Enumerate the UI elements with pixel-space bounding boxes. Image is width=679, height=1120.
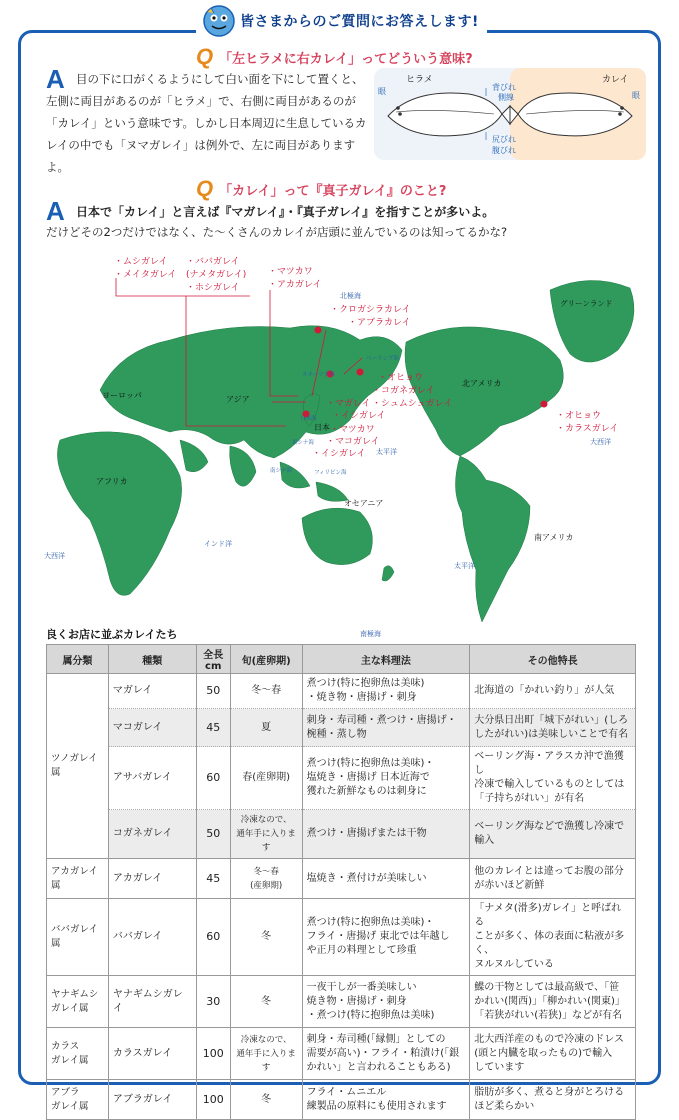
table-row xyxy=(47,674,636,709)
cooking-cell: フライ・ムニエル 練製品の原料にも使用されます xyxy=(302,1080,470,1120)
eye-right-label: 眼 xyxy=(632,91,640,100)
species-label: ・コガネガレイ xyxy=(372,386,435,396)
sea-pacific-east: 太平洋 xyxy=(454,562,475,570)
length-cell: 30 xyxy=(196,976,230,1028)
length-cell: 60 xyxy=(196,899,230,976)
species-label: ・カラスガレイ xyxy=(556,424,619,434)
sea-south-china: 南シナ海 xyxy=(270,468,293,474)
column-header: 主な料理法 xyxy=(302,645,470,674)
species-cell: ヤナギムシガレイ xyxy=(108,976,196,1028)
notes-cell: 鰈の干物としては最高級で、「笹 かれい(関西)」「柳かれい(関東)」 「若狭がれい(若狭)」などが有名 xyxy=(470,976,636,1028)
sea-arctic: 北極海 xyxy=(340,292,361,300)
season-cell: 冬〜春 xyxy=(230,674,302,709)
notes-cell: ベーリング海・アラスカ沖で漁獲し 冷凍で輸入しているものとしては 「子持ちがれい」が有名 xyxy=(470,747,636,810)
q-mark: Q xyxy=(196,176,214,201)
sea-bering: ベーリング海 xyxy=(366,356,399,362)
region-africa: アフリカ xyxy=(96,477,128,486)
species-label: ・マツカワ xyxy=(330,425,375,435)
species-cell: コガネガレイ xyxy=(108,810,196,859)
season-cell: 冬〜春 (産卵期) xyxy=(230,859,302,899)
length-cell: 100 xyxy=(196,1028,230,1080)
species-cell: マコガレイ xyxy=(108,709,196,747)
answer-1 xyxy=(46,68,376,178)
column-header: 属分類 xyxy=(47,645,109,674)
table-row xyxy=(47,899,636,976)
flatfish-table xyxy=(46,644,636,1120)
sea-east-china: 東シナ海 xyxy=(292,440,315,446)
notes-cell: 「ナメタ(滑多)ガレイ」と呼ばれる ことが多く、体の表面に粘液が多く、 ヌルヌルしている xyxy=(470,899,636,976)
length-cell: 45 xyxy=(196,709,230,747)
season-cell: 春(産卵期) xyxy=(230,747,302,810)
season-cell: 冷凍なので、 通年手に入ります xyxy=(230,1028,302,1080)
region-north-america: 北アメリカ xyxy=(462,379,502,388)
answer-2-line: だけどその2つだけではなく、た〜くさんのカレイが店頭に並んでいるのは知ってるかな? xyxy=(46,225,508,239)
species-label: (ナメタガレイ) xyxy=(186,270,247,280)
lateral-line-label: 側線 xyxy=(498,93,514,102)
answer-1-line: 左側に両目があるのが「ヒラメ」で、右側に両目があるのが xyxy=(46,94,356,108)
genus-cell: アカガレイ属 xyxy=(47,859,109,899)
column-header: 旬(産卵期) xyxy=(230,645,302,674)
length-cell: 50 xyxy=(196,674,230,709)
table-header-row xyxy=(47,645,636,674)
region-oceania: オセアニア xyxy=(344,499,384,508)
genus-cell: ヤナギムシ ガレイ属 xyxy=(47,976,109,1028)
genus-cell: ツノガレイ属 xyxy=(47,674,109,859)
dorsal-fin-label: 背びれ xyxy=(492,83,516,92)
answer-1-line: 目の下に口がくるようにして白い面を下にして置くと、 xyxy=(76,72,364,86)
karei-label: カレイ xyxy=(602,75,629,85)
notes-cell: ベーリング海などで漁獲し冷凍で 輸入 xyxy=(470,810,636,859)
species-label: ・ムシガレイ xyxy=(114,257,168,267)
species-label: ・ホシガレイ xyxy=(186,283,240,293)
notes-cell: 北海道の「かれい釣り」が人気 xyxy=(470,674,636,709)
question-2 xyxy=(196,176,446,202)
species-label: ・マコガレイ xyxy=(326,437,380,447)
answer-2 xyxy=(46,202,656,242)
season-cell: 冬 xyxy=(230,899,302,976)
species-label: ・マガレイ xyxy=(326,399,371,409)
cooking-cell: 煮つけ(特に抱卵魚は美味) ・焼き物・唐揚げ・刺身 xyxy=(302,674,470,709)
table-row xyxy=(47,747,636,810)
a-mark: A xyxy=(46,64,65,94)
anal-fin-label: 尻びれ xyxy=(492,135,516,144)
cooking-cell: 煮つけ(特に抱卵魚は美味)・ 塩焼き・唐揚げ 日本近海で 獲れた新鮮なものは刺身に xyxy=(302,747,470,810)
species-cell: カラスガレイ xyxy=(108,1028,196,1080)
region-asia: アジア xyxy=(226,395,250,404)
table-row xyxy=(47,859,636,899)
length-cell: 45 xyxy=(196,859,230,899)
sea-antarctic: 南極海 xyxy=(360,630,381,638)
species-cell: アカガレイ xyxy=(108,859,196,899)
answer-1-line: レイの中でも「ヌマガレイ」は例外で、左に両目がありますよ。 xyxy=(46,138,356,174)
species-label: ・イシガレイ xyxy=(332,411,386,421)
notes-cell: 大分県日出町「城下がれい」(しろ したがれい)は美味しいことで有名 xyxy=(470,709,636,747)
pelvic-fin-label: 腹びれ xyxy=(492,146,516,155)
species-cell: マガレイ xyxy=(108,674,196,709)
column-header: 種類 xyxy=(108,645,196,674)
hirame-label: ヒラメ xyxy=(406,75,433,85)
notes-cell: 北大西洋産のもので冷凍のドレス (頭と内臓を取ったもの)で輸入 しています xyxy=(470,1028,636,1080)
species-label: ・シュムシュガレイ xyxy=(372,399,453,409)
table-row xyxy=(47,976,636,1028)
column-header: 全長cm xyxy=(196,645,230,674)
sea-atlantic-west: 大西洋 xyxy=(44,552,65,560)
season-cell: 冬 xyxy=(230,976,302,1028)
length-cell: 60 xyxy=(196,747,230,810)
species-label: ・アブラカレイ xyxy=(348,318,411,328)
answer-2-line: 日本で「カレイ」と言えば『マガレイ』・『真子ガレイ』を指すことが多いよ。 xyxy=(76,205,495,219)
genus-cell: カラス ガレイ属 xyxy=(47,1028,109,1080)
q-mark: Q xyxy=(196,44,214,69)
cooking-cell: 煮つけ(特に抱卵魚は美味)・ フライ・唐揚げ 東北では年越し や正月の料理として珍重 xyxy=(302,899,470,976)
cooking-cell: 一夜干しが一番美味しい 焼き物・唐揚げ・刺身 ・煮つけ(特に抱卵魚は美味) xyxy=(302,976,470,1028)
species-cell: アブラガレイ xyxy=(108,1080,196,1120)
region-europe: ヨーロッパ xyxy=(102,391,142,400)
species-cell: ババガレイ xyxy=(108,899,196,976)
answer-1-line: 「カレイ」という意味です。しかし日本周辺に生息しているカ xyxy=(46,116,367,130)
genus-cell: アブラ ガレイ属 xyxy=(47,1080,109,1120)
table-row xyxy=(47,810,636,859)
species-label: ・アカガレイ xyxy=(268,280,322,290)
question-2-text: 「カレイ」って『真子ガレイ』のこと? xyxy=(219,183,447,199)
map-marker xyxy=(315,327,322,334)
region-greenland: グリーンランド xyxy=(560,299,613,308)
notes-cell: 他のカレイとは違ってお腹の部分 が赤いほど新鮮 xyxy=(470,859,636,899)
season-cell: 冷凍なので、 通年手に入ります xyxy=(230,810,302,859)
species-label: ・クロガシラカレイ xyxy=(330,305,411,315)
sea-okhotsk: オホーツク海 xyxy=(302,372,335,378)
sea-pacific-west: 太平洋 xyxy=(376,448,397,456)
genus-cell: ババガレイ属 xyxy=(47,899,109,976)
length-cell: 100 xyxy=(196,1080,230,1120)
table-title: 良くお店に並ぶカレイたち xyxy=(46,628,178,641)
question-1-text: 「左ヒラメに右カレイ」ってどういう意味? xyxy=(219,51,473,67)
cooking-cell: 塩焼き・煮付けが美味しい xyxy=(302,859,470,899)
species-label: ・メイタガレイ xyxy=(114,270,177,280)
cooking-cell: 煮つけ・唐揚げまたは干物 xyxy=(302,810,470,859)
table-row xyxy=(47,1028,636,1080)
sea-indian: インド洋 xyxy=(204,540,232,548)
species-label: ・ババガレイ xyxy=(186,257,240,267)
season-cell: 冬 xyxy=(230,1080,302,1120)
fish-diagram xyxy=(374,68,646,160)
table-row xyxy=(47,1080,636,1120)
page-title: 皆さまからのご質問にお答えします! xyxy=(240,14,479,30)
species-label: ・オヒョウ xyxy=(556,411,602,421)
species-label: ・マツカワ xyxy=(268,267,313,277)
column-header: その他特長 xyxy=(470,645,636,674)
region-japan: 日本 xyxy=(314,423,330,432)
table-row xyxy=(47,709,636,747)
length-cell: 50 xyxy=(196,810,230,859)
species-label: ・イシガレイ xyxy=(312,449,366,459)
notes-cell: 脂肪が多く、煮ると身がとろける ほど柔らかい xyxy=(470,1080,636,1120)
eye-left-label: 眼 xyxy=(378,87,386,96)
cooking-cell: 刺身・寿司種(「縁側」としての 需要が高い)・フライ・粕漬け(「銀 かれい」と言われることもある) xyxy=(302,1028,470,1080)
map-marker xyxy=(357,369,364,376)
a-mark: A xyxy=(46,196,65,226)
species-label: ・オヒョウ xyxy=(378,373,424,383)
cooking-cell: 刺身・寿司種・煮つけ・唐揚げ・ 椀種・蒸し物 xyxy=(302,709,470,747)
question-1 xyxy=(196,44,473,70)
season-cell: 夏 xyxy=(230,709,302,747)
sea-atlantic-east: 大西洋 xyxy=(590,438,611,446)
region-south-america: 南アメリカ xyxy=(534,533,574,542)
page-header xyxy=(196,6,487,36)
fish-mascot-icon xyxy=(202,4,236,38)
sea-japan: 日本海 xyxy=(300,416,317,422)
map-marker xyxy=(541,401,548,408)
species-cell: アサバガレイ xyxy=(108,747,196,810)
sea-philippine: フィリピン海 xyxy=(314,470,347,476)
